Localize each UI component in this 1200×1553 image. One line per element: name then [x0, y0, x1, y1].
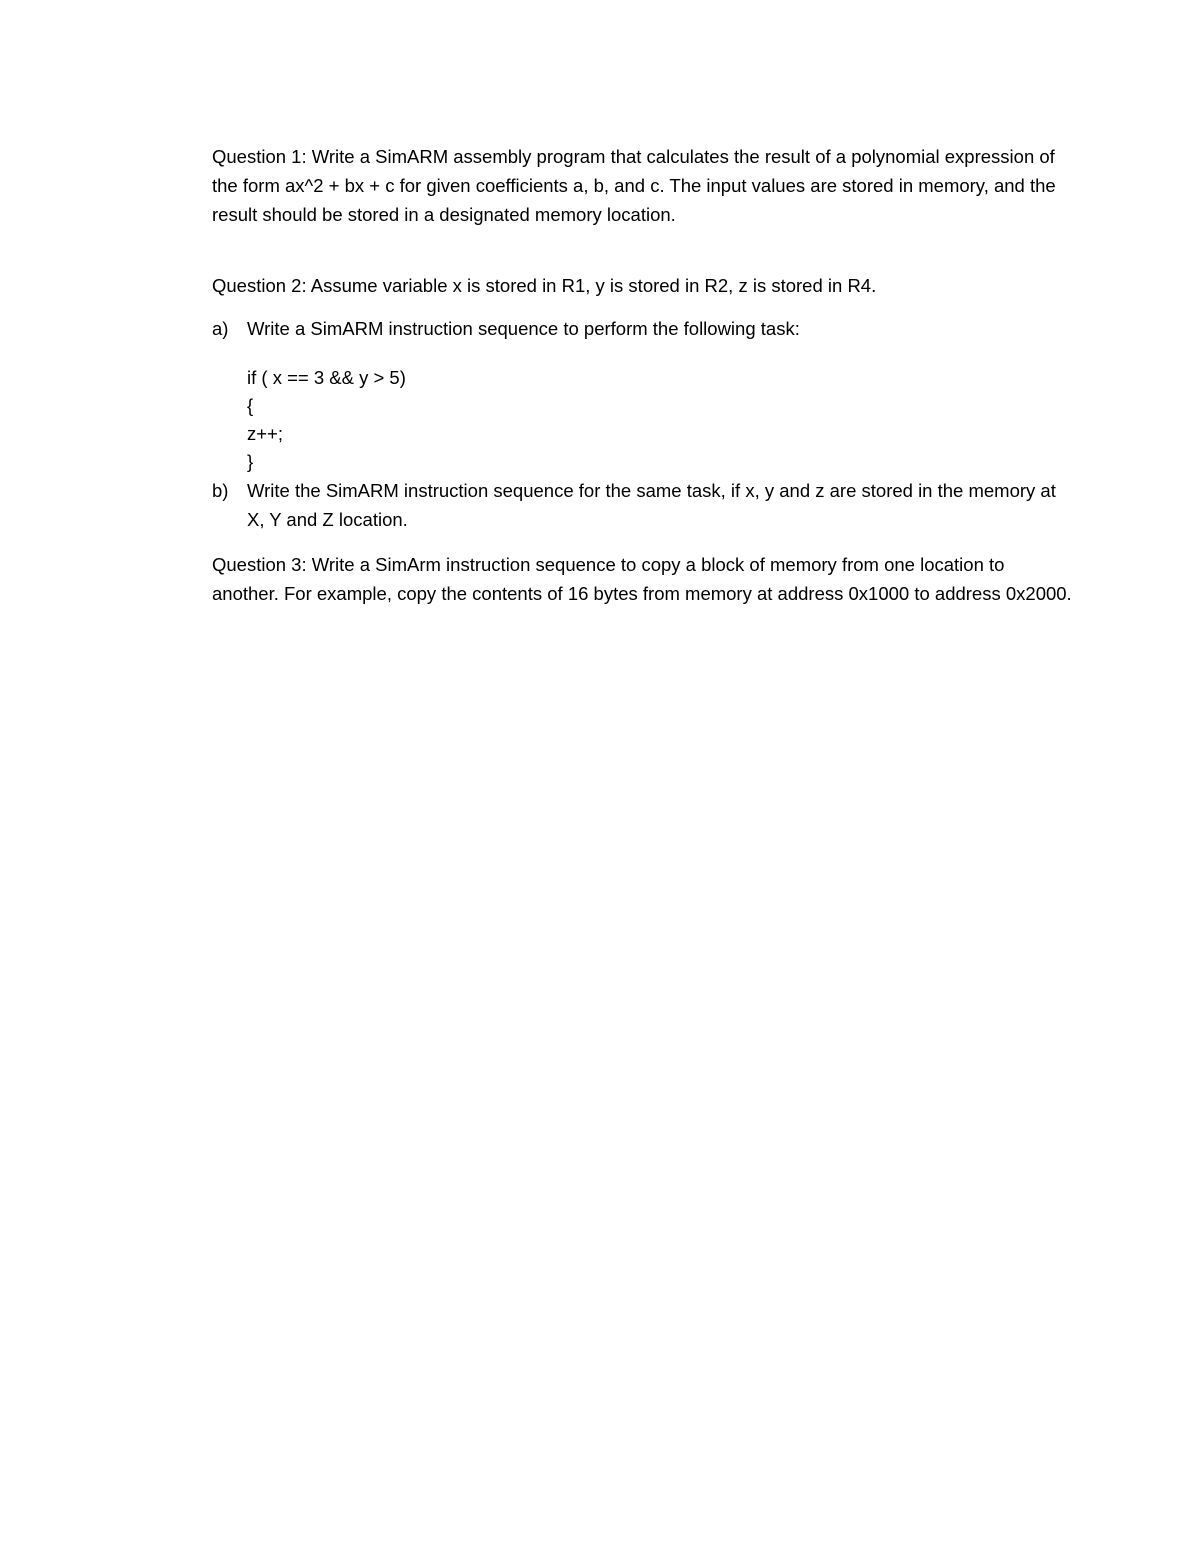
question-2-part-b	[212, 476, 1072, 534]
part-b-marker: b)	[212, 480, 229, 501]
part-a-text: Write a SimARM instruction sequence to perform the following task:	[247, 318, 800, 339]
code-line: {	[247, 395, 254, 416]
part-b-text: Write the SimARM instruction sequence for the same task, if x, y and z are stored in the memory at X, Y and Z location.	[247, 480, 1056, 530]
question-3-text: Question 3: Write a SimArm instruction sequence to copy a block of memory from one location to another. For example, copy the contents of 16 bytes from memory at address 0x1000 to address 0x2000.	[212, 554, 1072, 604]
part-a-marker: a)	[212, 318, 229, 339]
question-2-intro: Question 2: Assume variable x is stored in R1, y is stored in R2, z is stored in R4.	[212, 275, 877, 296]
code-block	[212, 364, 1072, 476]
question-2-part-a	[212, 314, 1072, 343]
code-line: if ( x == 3 && y > 5)	[247, 367, 406, 388]
question-1-text: Question 1: Write a SimARM assembly program that calculates the result of a polynomial expression of the form ax^2 + bx + c for given coefficients a, b, and c. The input values are stored in memory, and the result should be stored in a designated memory location.	[212, 146, 1056, 225]
document-body	[212, 142, 1072, 608]
code-line: }	[247, 451, 254, 472]
code-line: z++;	[247, 423, 283, 444]
